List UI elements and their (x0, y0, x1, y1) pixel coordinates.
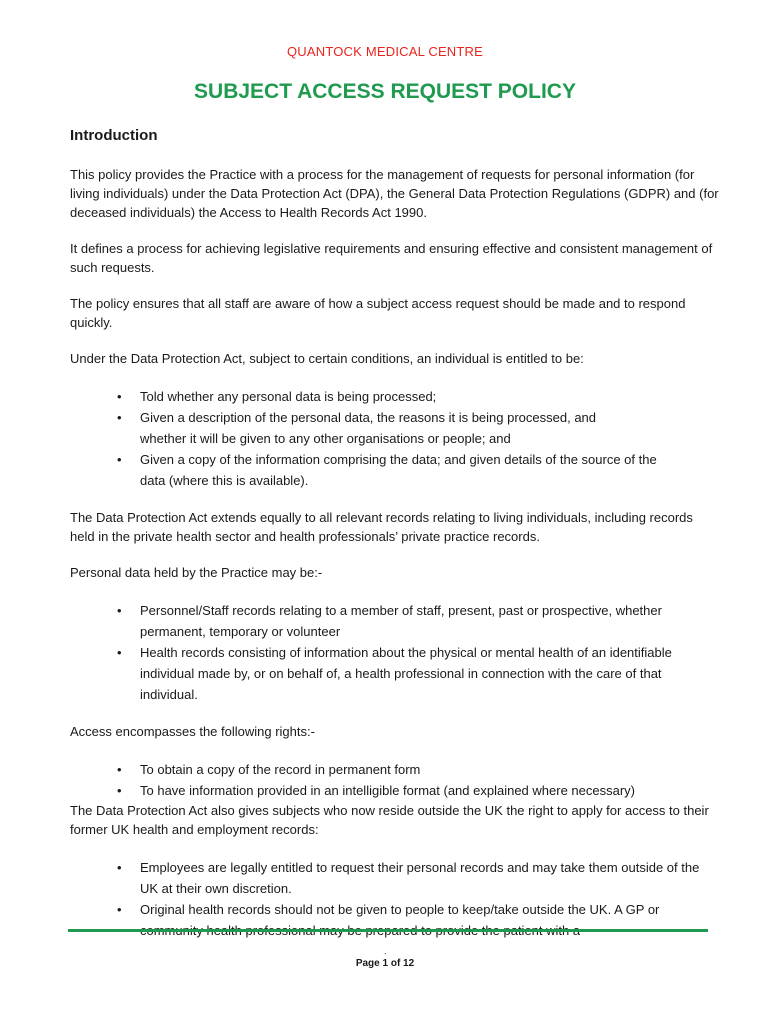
list-item-text: Personnel/Staff records relating to a member of staff, present, past or prospective, whether permanent, temporary or volunteer (140, 603, 662, 639)
footer-divider (68, 929, 708, 932)
bullet-icon: • (117, 783, 122, 798)
section-heading: Introduction (70, 127, 158, 144)
list-item-text: Given a copy of the information comprising the data; and given details of the source of the data (where this is available). (140, 452, 657, 488)
list-item (70, 449, 670, 491)
paragraph: Under the Data Protection Act, subject to certain conditions, an individual is entitled to be: (70, 351, 584, 366)
bullet-icon: • (117, 603, 122, 618)
list-item (70, 386, 670, 407)
document-body (70, 126, 720, 941)
paragraph: This policy provides the Practice with a process for the management of requests for personal information (for living individuals) under the Data Protection Act (DPA), the General Data Protection Regulations (GDPR) and (for deceased individuals) the Access to Health Records Act 1990. (70, 167, 719, 220)
list-item (70, 600, 720, 642)
bullet-icon: • (117, 860, 122, 875)
paragraph: Access encompasses the following rights:- (70, 724, 315, 739)
list-item-text: Original health records should not be given to people to keep/take outside the UK. A GP or (140, 902, 660, 917)
list-item-text: To have information provided in an intelligible format (and explained where necessary) (140, 783, 635, 798)
organisation-name: QUANTOCK MEDICAL CENTRE (286, 44, 483, 59)
entitlement-list (70, 386, 670, 491)
list-item-text: Told whether any personal data is being processed; (140, 389, 437, 404)
bullet-icon: • (117, 389, 122, 404)
list-item-text: Employees are legally entitled to request their personal records and may take them outside of the UK at their own discretion. (140, 860, 700, 896)
paragraph: Personal data held by the Practice may be:- (70, 565, 323, 580)
list-item (70, 857, 720, 899)
paragraph: The Data Protection Act extends equally to all relevant records relating to living individuals, including records held in the private health sector and health professionals’ private practice records. (70, 510, 693, 544)
bullet-icon: • (117, 410, 122, 425)
list-item (70, 407, 670, 449)
list-item (70, 759, 720, 780)
list-item-text: Given a description of the personal data, the reasons it is being processed, and whether it will be given to any other organisations or people; and (140, 410, 597, 446)
footer-dot: . (384, 946, 387, 956)
paragraph: The Data Protection Act also gives subjects who now reside outside the UK the right to apply for access to their former UK health and employment records: (70, 803, 709, 837)
list-item-text: Health records consisting of information about the physical or mental health of an identifiable individual made by, or on behalf of, a health professional in connection with the care of that individual. (140, 645, 672, 702)
rights-list (70, 759, 720, 801)
list-item (70, 780, 720, 801)
list-item (70, 899, 720, 941)
page-number: Page 1 of 12 (355, 958, 415, 969)
bullet-icon: • (117, 762, 122, 777)
bullet-icon: • (117, 452, 122, 467)
document-title: SUBJECT ACCESS REQUEST POLICY (194, 80, 576, 103)
list-item (70, 642, 720, 705)
list-item-text: To obtain a copy of the record in permanent form (140, 762, 421, 777)
bullet-icon: • (117, 902, 122, 917)
paragraph: The policy ensures that all staff are aware of how a subject access request should be made and to respond quickly. (70, 296, 686, 330)
paragraph: It defines a process for achieving legislative requirements and ensuring effective and consistent management of such requests. (70, 241, 713, 275)
personal-data-list (70, 600, 720, 705)
bullet-icon: • (117, 645, 122, 660)
